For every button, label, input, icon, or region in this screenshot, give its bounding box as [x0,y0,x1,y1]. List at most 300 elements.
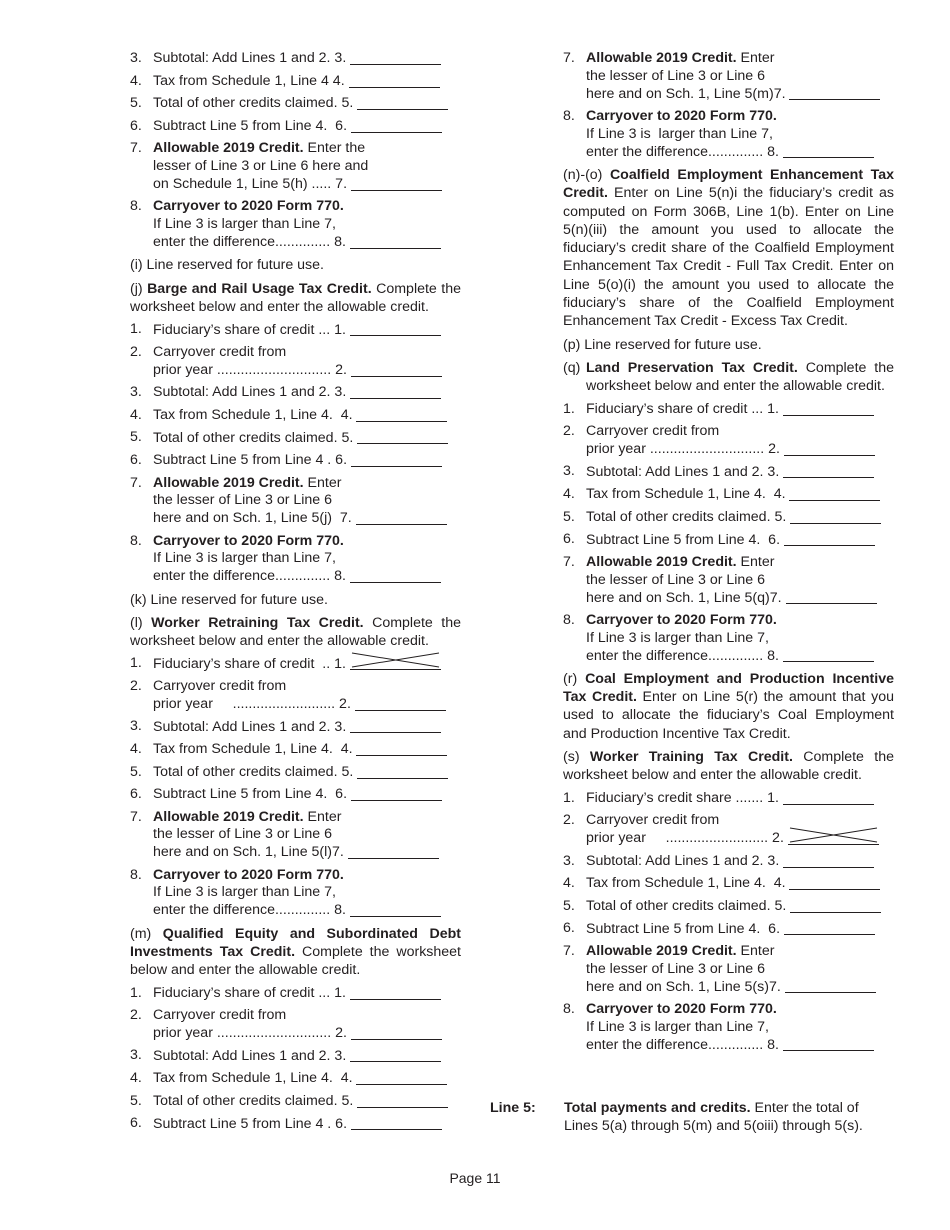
line-text [586,961,765,979]
line-text [586,979,785,997]
amount-field[interactable] [350,902,441,917]
line-plain-text: prior year ............................. 2. [586,441,784,458]
line-number: 5. [130,429,142,446]
section-j-title: Barge and Rail Usage Tax Credit. [147,280,372,297]
line-text [586,144,783,162]
worksheet-line [563,1001,894,1054]
line-number: 5. [130,95,142,112]
section-j-prefix: (j) [130,280,143,297]
line-plain-text: Total of other credits claimed. 5. [153,429,358,446]
amount-field[interactable] [350,50,441,65]
worksheet-line [130,429,461,447]
amount-field[interactable] [783,401,874,416]
line-text [586,1001,777,1019]
line-plain-text: Enter [303,808,342,825]
line-plain-text: Fiduciary’s share of credit ... 1. [153,984,350,1001]
line-bold-label: Carryover to 2020 Form 770. [586,108,777,124]
line-text [586,441,784,459]
line-text [153,216,336,234]
section-l-heading [130,614,461,651]
line-plain-text: Tax from Schedule 1, Line 4. 4. [586,486,790,503]
line-plain-text: Total of other credits claimed. 5. [153,95,358,112]
line-text [586,401,783,419]
line-text [153,678,286,696]
worksheet-line [563,401,894,419]
line-text [586,853,783,871]
worksheet-line [130,655,461,673]
line-number: 1. [130,984,142,1001]
line-number: 7. [130,474,142,491]
line-text [153,985,350,1003]
line-text [586,898,790,916]
line-text [153,786,351,804]
line-number: 8. [563,611,575,628]
worksheet-line [563,50,894,103]
line-plain-text: Subtract Line 5 from Line 4 . 6. [153,452,351,469]
line-number: 8. [563,1000,575,1017]
amount-field[interactable] [790,898,881,913]
worksheet-line [130,95,461,113]
worksheet-line [130,198,461,251]
section-p-reserved: (p) Line reserved for future use. [563,336,762,353]
amount-field[interactable] [350,384,441,399]
line-plain-text: here and on Sch. 1, Line 5(m)7. [586,85,790,102]
amount-field[interactable] [783,853,874,868]
worksheet-line [563,423,894,459]
line-plain-text: Enter the [303,140,366,157]
line-text [153,475,341,493]
amount-field[interactable] [783,463,874,478]
amount-field[interactable] [348,844,439,859]
amount-field[interactable] [783,790,874,805]
amount-field[interactable] [357,95,448,110]
line-text [153,452,351,470]
worksheet-line [130,741,461,759]
line-plain-text: If Line 3 is larger than Line 7, [153,216,336,233]
line-plain-text: prior year ............................. 2. [153,361,351,378]
line-plain-text: on Schedule 1, Line 5(h) ..... 7. [153,176,351,193]
line-number: 7. [563,553,575,570]
line-text [586,554,774,572]
worksheet-i [130,50,461,252]
cross-out-mark [788,826,879,844]
section-i-reserved: (i) Line reserved for future use. [130,257,324,274]
line-text [153,158,368,176]
amount-field[interactable] [351,1025,442,1040]
line-text [153,73,349,91]
line-number: 8. [563,108,575,124]
worksheet-line [563,108,894,161]
line-text [586,812,719,830]
line-plain-text: Subtotal: Add Lines 1 and 2. 3. [153,718,351,735]
amount-field[interactable] [786,589,877,604]
worksheet-line [563,554,894,607]
worksheet-line [130,1115,461,1133]
line-plain-text: Subtract Line 5 from Line 4. 6. [586,920,784,937]
line-number: 6. [130,117,142,134]
line-number: 7. [563,942,575,959]
line-plain-text: Enter [736,50,775,66]
page-number: Page 11 [449,1170,501,1186]
line-plain-text: lesser of Line 3 or Line 6 here and [153,158,369,175]
line-number: 4. [130,1070,142,1087]
amount-field[interactable] [350,1047,441,1062]
worksheet-line [563,875,894,893]
line-text [153,1007,286,1025]
line-plain-text: enter the difference.............. 8. [586,143,783,160]
line-number: 4. [130,740,142,757]
line-number: 7. [130,808,142,825]
section-no-prefix: (n)-(o) [563,167,603,183]
line-plain-text: Total of other credits claimed. 5. [586,897,791,914]
line-bold-label: Allowable 2019 Credit. [586,942,737,959]
section-s-text: Complete the worksheet below and enter the allowable credit. [563,749,894,784]
line-text [153,176,351,194]
worksheet-line [130,344,461,380]
line-text [153,844,348,862]
line-number: 1. [130,655,142,672]
line-bold-label: Allowable 2019 Credit. [153,140,304,157]
line-plain-text: Subtotal: Add Lines 1 and 2. 3. [586,852,784,869]
section-q-prefix: (q) [563,359,581,376]
line-plain-text: Enter [303,474,342,491]
amount-field[interactable] [351,786,442,801]
section-q-title: Land Preservation Tax Credit. [586,359,798,376]
line-number: 6. [563,531,575,548]
line-plain-text: Tax from Schedule 1, Line 4. 4. [586,875,790,892]
line-plain-text: the lesser of Line 3 or Line 6 [153,492,333,509]
section-j-text: Complete the worksheet below and enter the allowable credit. [130,280,461,315]
line-bold-label: Carryover to 2020 Form 770. [153,198,344,215]
line-number: 5. [130,763,142,780]
line-plain-text: here and on Sch. 1, Line 5(q)7. [586,589,786,606]
worksheet-line [563,463,894,481]
amount-field[interactable] [357,1093,448,1108]
section-l-text: Complete the worksheet below and enter the allowable credit. [130,614,461,650]
section-q-heading [563,359,894,396]
amount-field[interactable] [350,718,441,733]
line-plain-text: the lesser of Line 3 or Line 6 [153,826,333,843]
line-bold-label: Carryover to 2020 Form 770. [153,866,344,883]
line-text [586,790,783,808]
line-number: 4. [563,486,575,503]
worksheet-line [130,50,461,68]
worksheet-line [130,1007,461,1043]
line-text [153,384,350,402]
line-text [153,764,357,782]
line-plain-text: Carryover credit from [586,812,720,829]
cross-out-mark [350,651,441,669]
line-text [153,568,350,586]
line-text [153,867,344,885]
section-r-prefix: (r) [563,670,578,687]
line-plain-text: the lesser of Line 3 or Line 6 [586,67,766,84]
line-number: 4. [130,406,142,423]
amount-field[interactable] [784,441,875,456]
worksheet-line [130,1070,461,1088]
line-text [586,532,784,550]
amount-field[interactable] [785,978,876,993]
worksheet-line [563,486,894,504]
line-plain-text: Carryover credit from [153,1007,287,1024]
line-text [586,464,783,482]
line-plain-text: Total of other credits claimed. 5. [153,763,358,780]
line-plain-text: Subtotal: Add Lines 1 and 2. 3. [153,384,351,401]
line-text [153,719,350,737]
line-text [153,741,356,759]
line-number: 8. [130,198,142,215]
line-text [586,630,769,648]
line-bold-label: Allowable 2019 Credit. [586,553,737,570]
line-plain-text: Total of other credits claimed. 5. [586,508,791,525]
line-plain-text: If Line 3 is larger than Line 7, [586,1018,769,1035]
line-text [153,344,286,362]
line-text [153,1116,351,1134]
line-number: 6. [130,1115,142,1132]
line-bold-label: Allowable 2019 Credit. [586,50,737,66]
line-plain-text: Enter [736,553,775,570]
line-plain-text: If Line 3 is larger than Line 7, [153,550,336,567]
line-text [586,612,777,630]
line-number: 5. [563,508,575,525]
line-text [153,1048,350,1066]
line-number: 6. [130,451,142,468]
worksheet-m-continued [563,50,894,161]
section-s-prefix: (s) [563,749,580,766]
line-text [153,1025,351,1043]
section-m-text: Complete the worksheet below and enter the allowable credit. [130,943,461,979]
line-plain-text: Fiduciary’s share of credit .. 1. [153,655,350,672]
line-number: 1. [563,789,575,806]
section-m-prefix: (m) [130,925,152,942]
amount-field[interactable] [357,429,448,444]
line-plain-text: Tax from Schedule 1, Line 4 4. [153,72,349,89]
amount-field[interactable] [789,875,880,890]
amount-field[interactable] [355,696,446,711]
line-text [586,486,789,504]
line-number: 1. [130,321,142,338]
line-text [153,407,356,425]
amount-field[interactable] [356,1070,447,1085]
worksheet-line [563,531,894,549]
line-number: 7. [130,140,142,157]
section-no-heading [563,166,894,331]
section-r-title: Coal Employment and Production Incentive Tax Credit. [563,670,894,706]
section-r-heading [563,670,894,743]
amount-field[interactable] [783,1036,874,1051]
line-text [153,510,356,528]
line-plain-text: Carryover credit from [153,343,287,360]
line-text [153,533,344,551]
section-q-text: Complete the worksheet below and enter the allowable credit. [586,359,895,395]
line-plain-text: enter the difference.............. 8. [586,1036,783,1053]
worksheet-line [563,853,894,871]
worksheet-m [130,985,461,1134]
worksheet-line [130,867,461,920]
section-s-title: Worker Training Tax Credit. [589,749,793,766]
line-text [586,50,774,68]
amount-field[interactable] [349,73,440,88]
worksheet-line [130,452,461,470]
worksheet-line [130,407,461,425]
line-number: 3. [563,852,575,869]
line-text [153,95,357,113]
amount-field[interactable] [783,647,874,662]
line-plain-text: Subtract Line 5 from Line 4. 6. [153,118,351,135]
line-text [153,826,332,844]
worksheet-line [563,920,894,938]
line-number: 2. [563,812,575,829]
line-text [586,943,774,961]
line-plain-text: Enter [736,942,775,959]
section-m-title: Qualified Equity and Subordinated Debt Investments Tax Credit. [130,925,461,960]
section-no-title: Coalfield Employment Enhancement Tax Credit. [563,167,894,202]
line-text [153,50,350,68]
amount-field[interactable] [351,1115,442,1130]
amount-field[interactable] [357,764,448,779]
line-text [153,656,350,674]
line-text [586,875,789,893]
worksheet-line [130,1093,461,1111]
line-number: 2. [130,1007,142,1024]
line-plain-text: enter the difference.............. 8. [153,568,350,585]
section-l-prefix: (l) [130,614,143,631]
line-text [586,423,719,441]
line-plain-text: enter the difference.............. 8. [586,647,783,664]
line-number: 3. [563,463,575,480]
worksheet-line [130,533,461,586]
worksheet-line [563,812,894,848]
line-text [153,1070,356,1088]
line-text [153,550,336,568]
line-plain-text: prior year .......................... 2. [153,696,355,713]
crossed-out-amount-field [350,655,441,670]
worksheet-line [563,943,894,996]
line-plain-text: Subtotal: Add Lines 1 and 2. 3. [153,1047,351,1064]
amount-field[interactable] [356,407,447,422]
amount-field[interactable] [790,509,881,524]
line-plain-text: If Line 3 is larger than Line 7, [586,125,773,142]
right-column [563,50,894,1059]
worksheet-line [130,140,461,193]
section-no-text: Enter on Line 5(n)i the fiduciary’s credit as computed on Form 306B, Line 1(b). Enter on Line 5(n)(iii) the amount you used to allocate the fiduciary’s credit share of the Coalfield Employment Enhancement Tax Credit - Full Tax Credit. Enter on Line 5(o)(i) the amount you used to allocate the fiduciary’s share of the Coalfield Employment Enhancement Tax Credit - Excess Tax Credit. [563,185,894,330]
amount-field[interactable] [350,321,441,336]
worksheet-line [563,898,894,916]
line-bold-label: Allowable 2019 Credit. [153,474,304,491]
line-number: 3. [130,50,142,66]
worksheet-line [130,786,461,804]
section-k-reserved: (k) Line reserved for future use. [130,591,328,608]
line-number: 3. [130,384,142,401]
amount-field[interactable] [351,452,442,467]
line-5-instruction [490,1099,894,1136]
line-text [153,696,355,714]
worksheet-line [130,73,461,91]
line-number: 2. [563,423,575,440]
amount-field[interactable] [356,741,447,756]
line-number: 1. [563,400,575,417]
line-text [153,140,365,158]
line-plain-text: prior year .......................... 2. [586,830,788,847]
amount-field[interactable] [356,510,447,525]
section-j-heading [130,280,461,317]
worksheet-line [130,1047,461,1065]
worksheet-line [130,764,461,782]
amount-field[interactable] [350,568,441,583]
line-text [586,590,786,608]
amount-field[interactable] [350,234,441,249]
worksheet-line [563,509,894,527]
amount-field[interactable] [351,118,442,133]
amount-field[interactable] [350,985,441,1000]
line-text [153,884,336,902]
line-text [586,648,783,666]
worksheet-j [130,321,461,586]
line-number: 7. [563,50,575,66]
crossed-out-amount-field [788,830,879,845]
line-plain-text: Tax from Schedule 1, Line 4. 4. [153,1070,357,1087]
worksheet-line [130,985,461,1003]
worksheet-line [563,790,894,808]
line-text [153,362,351,380]
line-text [586,921,784,939]
line-bold-label: Allowable 2019 Credit. [153,808,304,825]
amount-field[interactable] [351,176,442,191]
amount-field[interactable] [783,143,874,158]
amount-field[interactable] [784,920,875,935]
line-bold-label: Carryover to 2020 Form 770. [586,611,777,628]
line-plain-text: the lesser of Line 3 or Line 6 [586,571,766,588]
line-plain-text: Tax from Schedule 1, Line 4. 4. [153,741,357,758]
worksheet-line [130,384,461,402]
amount-field[interactable] [784,531,875,546]
line-plain-text: Subtotal: Add Lines 1 and 2. 3. [586,463,784,480]
line-plain-text: prior year ............................. 2. [153,1025,351,1042]
line-text [586,830,788,848]
worksheet-line [563,612,894,665]
line-number: 5. [563,897,575,914]
section-m-heading [130,925,461,980]
line-text [586,68,765,86]
line-5-title: Total payments and credits. [564,1100,751,1116]
line-number: 4. [563,875,575,892]
worksheet-line [130,809,461,862]
line-text [153,198,344,216]
amount-field[interactable] [789,85,880,100]
line-number: 8. [130,532,142,549]
line-bold-label: Carryover to 2020 Form 770. [153,532,344,549]
section-s-heading [563,748,894,785]
line-number: 6. [130,786,142,803]
worksheet-s [563,790,894,1055]
line-text [153,234,350,252]
line-number: 4. [130,72,142,89]
line-number: 2. [130,678,142,695]
line-text [586,572,765,590]
line-text [153,809,341,827]
line-plain-text: Tax from Schedule 1, Line 4. 4. [153,407,357,424]
line-text [153,1093,357,1111]
line-text [153,430,357,448]
worksheet-q [563,401,894,666]
line-plain-text: If Line 3 is larger than Line 7, [153,884,336,901]
worksheet-line [130,475,461,528]
line-number: 3. [130,718,142,735]
amount-field[interactable] [789,486,880,501]
amount-field[interactable] [351,362,442,377]
line-text [153,492,332,510]
line-number: 5. [130,1092,142,1109]
